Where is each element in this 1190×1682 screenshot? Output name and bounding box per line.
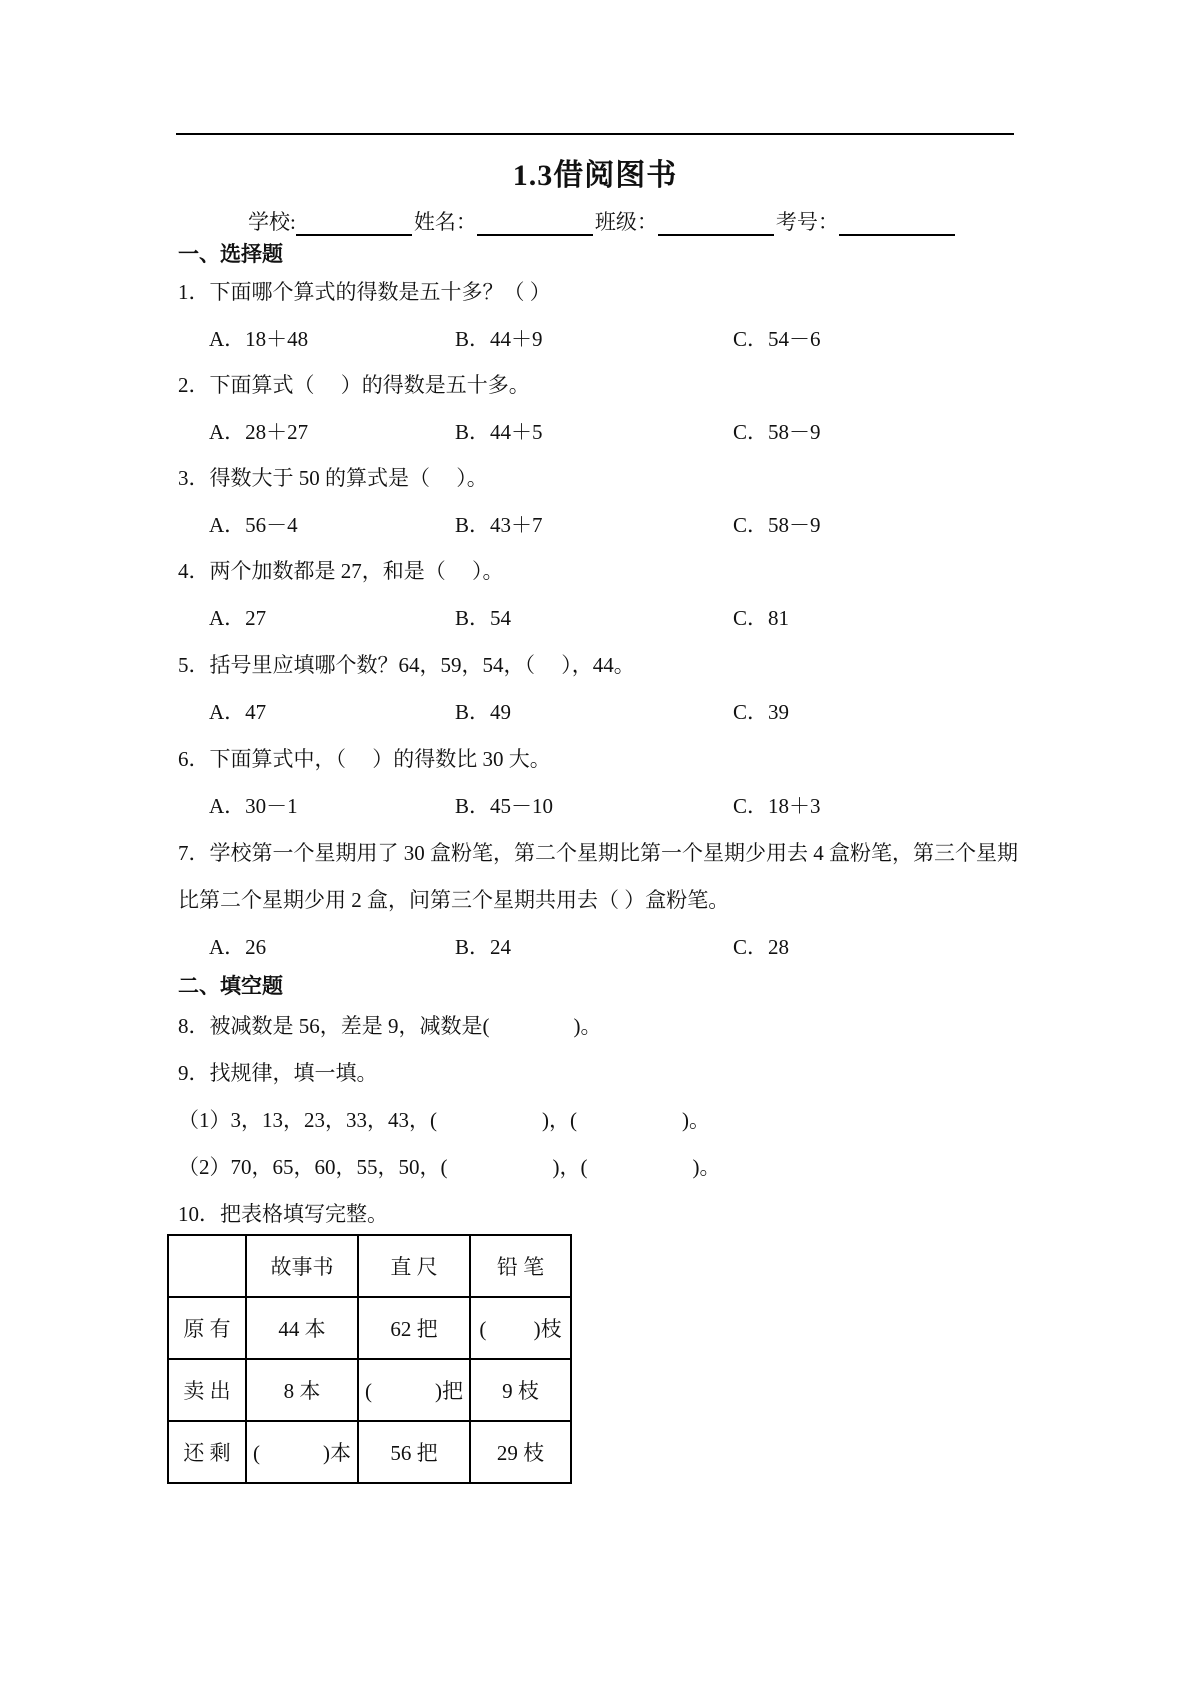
table-cell-blank[interactable]: ( )本 [246,1421,358,1483]
table-row-label: 卖 出 [168,1359,246,1421]
question-5: 5．括号里应填哪个数？64，59，54，（ ），44。 [178,653,635,677]
question-7-line-1: 7．学校第一个星期用了 30 盒粉笔，第二个星期比第一个星期少用去 4 盒粉笔，第三个星期 [178,841,1018,865]
table-cell-blank[interactable]: ( )把 [358,1359,470,1421]
q2-option-a[interactable]: A．28＋27 [209,420,309,444]
table-cell: 62 把 [358,1297,470,1359]
class-blank[interactable] [658,212,774,236]
table-header-cell [168,1235,246,1297]
table-header-cell: 铅 笔 [470,1235,571,1297]
table-cell: 8 本 [246,1359,358,1421]
table-header-cell: 故事书 [246,1235,358,1297]
q2-option-b[interactable]: B．44＋5 [455,420,543,444]
q2-option-c[interactable]: C．58－9 [733,420,821,444]
table-header-cell: 直 尺 [358,1235,470,1297]
q6-option-a[interactable]: A．30－1 [209,794,298,818]
header-rule [176,133,1014,135]
name-blank[interactable] [477,212,593,236]
class-label: 班级： [594,210,658,234]
q7-option-c[interactable]: C．28 [733,935,790,959]
question-9-part-2: （2）70，65，60，55，50，( )，( )。 [178,1155,721,1179]
question-6: 6．下面算式中，（ ）的得数比 30 大。 [178,747,551,771]
table-row-label: 原 有 [168,1297,246,1359]
page-title: 1.3借阅图书 [512,159,678,192]
question-3: 3．得数大于 50 的算式是（ ）。 [178,466,488,490]
section-fill: 二、填空题 [178,974,283,998]
q4-option-a[interactable]: A．27 [209,606,267,630]
q3-option-b[interactable]: B．43＋7 [455,513,543,537]
table-cell: 29 枝 [470,1421,571,1483]
q1-option-a[interactable]: A．18＋48 [209,327,309,351]
question-8: 8．被减数是 56，差是 9，减数是( )。 [178,1014,602,1038]
name-label: 姓名： [413,210,477,234]
exam-no-blank[interactable] [839,212,955,236]
section-choice: 一、选择题 [178,242,283,266]
q6-option-b[interactable]: B．45－10 [455,794,554,818]
school-blank[interactable] [296,212,412,236]
q7-option-a[interactable]: A．26 [209,935,267,959]
q5-option-a[interactable]: A．47 [209,700,267,724]
q4-option-b[interactable]: B．54 [455,606,512,630]
question-9-part-1: （1）3，13，23，33，43，( )，( )。 [178,1108,710,1132]
question-9: 9．找规律，填一填。 [178,1061,378,1085]
table-cell: 56 把 [358,1421,470,1483]
q5-option-c[interactable]: C．39 [733,700,790,724]
table-row [168,1297,571,1359]
question-2: 2．下面算式（ ）的得数是五十多。 [178,373,530,397]
table-row [168,1421,571,1483]
student-info [248,208,957,236]
inventory-table [167,1234,572,1484]
exam-no-label: 考号： [775,210,839,234]
question-7-line-2: 比第二个星期少用 2 盒，问第三个星期共用去（ ）盒粉笔。 [178,888,730,912]
table-cell: 9 枝 [470,1359,571,1421]
question-4: 4．两个加数都是 27，和是（ ）。 [178,559,504,583]
table-row-label: 还 剩 [168,1421,246,1483]
table-header-row [168,1235,571,1297]
q1-option-c[interactable]: C．54－6 [733,327,821,351]
q5-option-b[interactable]: B．49 [455,700,512,724]
question-10: 10．把表格填写完整。 [178,1202,388,1226]
q6-option-c[interactable]: C．18＋3 [733,794,821,818]
q3-option-c[interactable]: C．58－9 [733,513,821,537]
table-cell: 44 本 [246,1297,358,1359]
q4-option-c[interactable]: C．81 [733,606,790,630]
table-row [168,1359,571,1421]
school-label: 学校: [248,210,296,234]
q1-option-b[interactable]: B．44＋9 [455,327,543,351]
question-1: 1．下面哪个算式的得数是五十多？（ ） [178,280,551,304]
q3-option-a[interactable]: A．56－4 [209,513,298,537]
q7-option-b[interactable]: B．24 [455,935,512,959]
table-cell-blank[interactable]: ( )枝 [470,1297,571,1359]
